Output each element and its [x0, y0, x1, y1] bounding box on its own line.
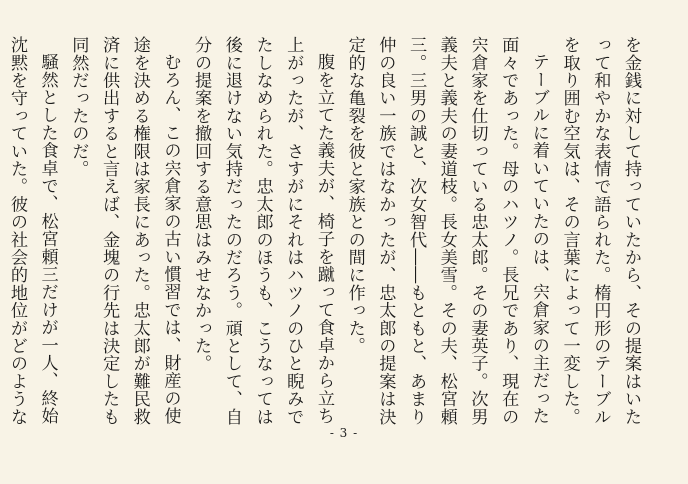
text-line: たしなめられた。忠太郎のほうも、こうなっては [252, 36, 273, 426]
text-line: テーブルに着いていたのは、宍倉家の主だった [528, 53, 549, 425]
text-line: むろん、この宍倉家の古い慣習では、財産の使 [160, 53, 181, 425]
text-line: 同然だったのだ。 [68, 36, 89, 178]
text-line: を取り囲む空気は、その言葉によって一変した。 [559, 36, 580, 426]
text-line: 後に退けない気持だったのだろう。頑として、自 [221, 36, 242, 426]
text-line: 分の提案を撤回する意思はみせなかった。 [191, 36, 212, 373]
text-line: 騒然とした食卓で、松宮頼三だけが一人、終始 [37, 53, 58, 425]
text-line: 宍倉家を仕切っている忠太郎。その妻英子。次男 [467, 36, 488, 426]
text-line: って和やかな表情で語られた。楕円形のテーブル [590, 36, 611, 426]
vertical-text-body [6, 36, 646, 426]
text-line: 途を決める権限は家長にあった。忠太郎が難民救 [129, 36, 150, 426]
page-number: - 3 - [329, 426, 359, 440]
text-line: 仲の良い一族ではなかったが、忠太郎の提案は決 [375, 36, 396, 426]
text-line: を金銭に対して持っていたから、その提案はいた [621, 36, 641, 426]
text-line: 定的な亀裂を彼と家族との間に作った。 [344, 36, 365, 355]
text-line: 上がったが、さすがにそれはハツノのひと睨みで [283, 36, 304, 426]
text-line: 三。三男の誠と、次女智代――もともと、あまり [406, 36, 427, 426]
text-line: 腹を立てた義夫が、椅子を蹴って食卓から立ち [313, 53, 334, 425]
text-line: 義夫と義夫の妻道枝。長女美雪。その夫、松宮頼 [436, 36, 457, 426]
text-line: 面々であった。母のハツノ。長兄であり、現在の [498, 36, 519, 426]
text-line: 済に供出すると言えば、金塊の行先は決定したも [99, 36, 120, 426]
text-line: 沈黙を守っていた。彼の社会的地位がどのような [6, 36, 27, 426]
